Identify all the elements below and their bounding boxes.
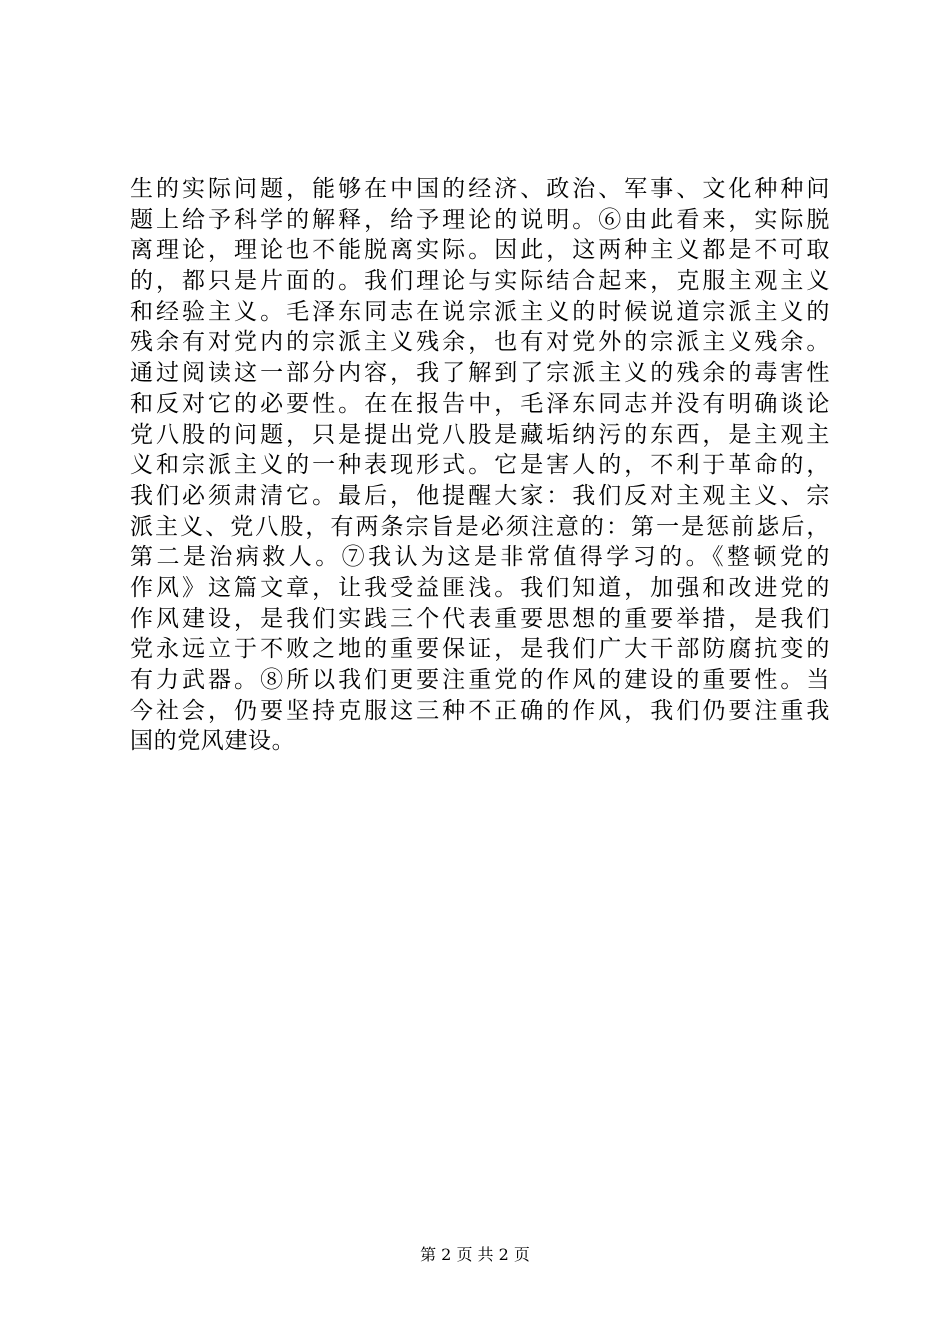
page-number-footer: 第 2 页 共 2 页 <box>420 1245 530 1264</box>
text-line: 离理论，理论也不能脱离实际。因此，这两种主义都是不可取 <box>130 237 830 264</box>
text-line: 党八股的问题，只是提出党八股是藏垢纳污的东西，是主观主 <box>130 421 830 448</box>
body-paragraph <box>130 174 830 757</box>
text-line: 作风》这篇文章，让我受益匪浅。我们知道，加强和改进党的 <box>130 574 830 601</box>
text-line: 作风建设，是我们实践三个代表重要思想的重要举措，是我们 <box>130 605 830 632</box>
text-line: 第二是治病救人。⑦我认为这是非常值得学习的。《整顿党的 <box>130 544 830 571</box>
text-line: 残余有对党内的宗派主义残余，也有对党外的宗派主义残余。 <box>130 329 830 356</box>
text-line: 和经验主义。毛泽东同志在说宗派主义的时候说道宗派主义的 <box>130 298 830 325</box>
text-line: 的，都只是片面的。我们理论与实际结合起来，克服主观主义 <box>130 268 830 295</box>
text-line: 和反对它的必要性。在在报告中，毛泽东同志并没有明确谈论 <box>130 390 830 417</box>
text-line: 我们必须肃清它。最后，他提醒大家：我们反对主观主义、宗 <box>130 482 830 509</box>
text-line: 有力武器。⑧所以我们更要注重党的作风的建设的重要性。当 <box>130 667 830 693</box>
text-line: 生的实际问题，能够在中国的经济、政治、军事、文化种种问 <box>130 176 830 202</box>
text-line: 党永远立于不败之地的重要保证，是我们广大干部防腐抗变的 <box>130 636 830 663</box>
text-line: 派主义、党八股，有两条宗旨是必须注意的：第一是惩前毖后， <box>130 513 830 540</box>
text-line: 今社会，仍要坚持克服这三种不正确的作风，我们仍要注重我 <box>130 697 830 724</box>
text-line: 国的党风建设。 <box>130 728 296 755</box>
text-line: 题上给予科学的解释，给予理论的说明。⑥由此看来，实际脱 <box>130 206 830 233</box>
text-line: 义和宗派主义的一种表现形式。它是害人的，不利于革命的， <box>130 452 830 479</box>
text-line: 通过阅读这一部分内容，我了解到了宗派主义的残余的毒害性 <box>130 360 830 387</box>
